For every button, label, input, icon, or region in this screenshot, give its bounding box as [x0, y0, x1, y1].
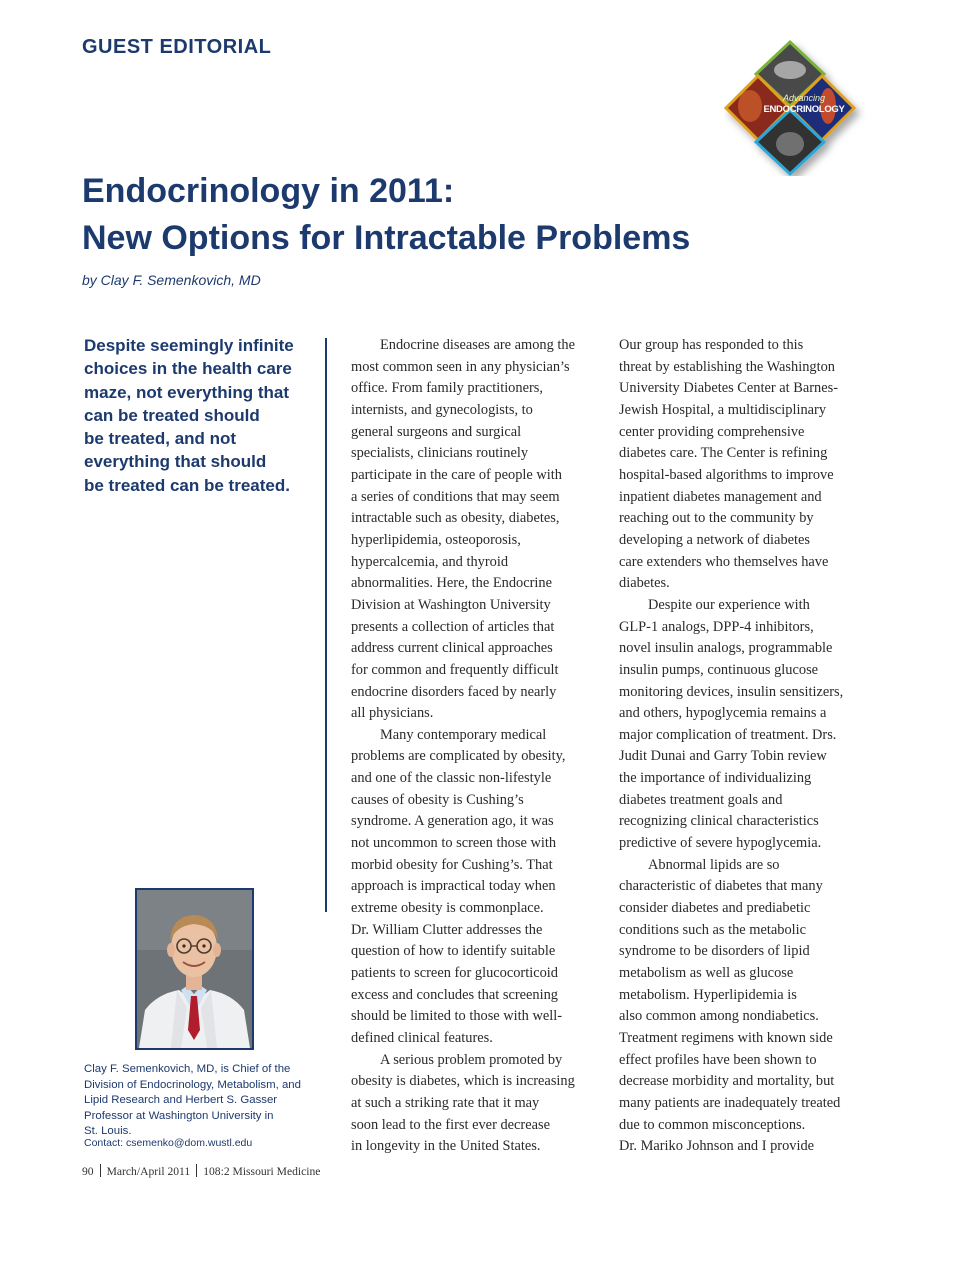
body-line: a series of conditions that may seem	[351, 488, 560, 505]
body-line: threat by establishing the Washington	[619, 358, 835, 375]
author-portrait	[135, 888, 254, 1050]
byline: by Clay F. Semenkovich, MD	[82, 272, 261, 288]
body-line: recognizing clinical characteristics	[619, 813, 819, 830]
body-column-1	[351, 335, 607, 1158]
page-footer	[82, 1164, 320, 1178]
body-line: Dr. Mariko Johnson and I provide	[619, 1138, 815, 1155]
body-line: extreme obesity is commonplace.	[351, 900, 544, 917]
body-line: insulin pumps, continuous glucose	[619, 661, 819, 678]
body-line: developing a network of diabetes	[619, 531, 811, 548]
body-line: syndrome to be disorders of lipid	[619, 943, 810, 960]
issue-date: March/April 2011	[106, 1165, 191, 1178]
portrait-illustration	[137, 890, 252, 1048]
title-line: New Options for Intractable Problems	[82, 219, 691, 257]
body-line: question of how to identify suitable	[351, 943, 556, 960]
body-line: obesity is diabetes, which is increasing	[351, 1073, 575, 1090]
page-number: 90	[82, 1165, 94, 1178]
caption-line: Division of Endocrinology, Metabolism, and	[84, 1078, 301, 1091]
article-title	[82, 168, 842, 262]
body-line: characteristic of diabetes that many	[619, 878, 823, 895]
caption-line: Lipid Research and Herbert S. Gasser	[84, 1094, 278, 1107]
pull-quote-line: be treated can be treated.	[84, 475, 290, 495]
body-line: A serious problem promoted by	[380, 1051, 563, 1068]
caption-line: St. Louis.	[84, 1125, 132, 1138]
body-line: office. From family practitioners,	[351, 380, 543, 397]
caption-line: Professor at Washington University in	[84, 1109, 274, 1122]
logo-word-endocrinology: ENDOCRINOLOGY	[763, 104, 845, 115]
body-line: metabolism. Hyperlipidemia is	[619, 986, 797, 1003]
body-line: Our group has responded to this	[619, 337, 804, 353]
body-line: University Diabetes Center at Barnes-	[619, 380, 838, 397]
body-line: major complication of treatment. Drs.	[619, 726, 837, 743]
body-line: monitoring devices, insulin sensitizers,	[619, 683, 844, 700]
footer-separator	[100, 1164, 101, 1177]
body-line: internists, and gynecologists, to	[351, 401, 533, 418]
body-line: at such a striking rate that it may	[351, 1094, 540, 1111]
body-line: participate in the care of people with	[351, 466, 562, 483]
caption-line: Clay F. Semenkovich, MD, is Chief of the	[84, 1063, 291, 1075]
body-line: intractable such as obesity, diabetes,	[351, 510, 560, 527]
body-line: GLP-1 analogs, DPP-4 inhibitors,	[619, 618, 814, 635]
footer-separator	[196, 1164, 197, 1177]
body-column-2	[619, 335, 879, 1158]
body-line: hyperlipidemia, osteoporosis,	[351, 531, 521, 548]
section-label: GUEST EDITORIAL	[82, 36, 272, 58]
body-line: excess and concludes that screening	[351, 986, 558, 1003]
body-line: consider diabetes and prediabetic	[619, 900, 811, 917]
title-line: Endocrinology in 2011:	[82, 172, 455, 210]
journal-name: 108:2 Missouri Medicine	[203, 1165, 321, 1178]
body-line: all physicians.	[351, 705, 434, 722]
pull-quote-line: choices in the health care	[84, 359, 292, 379]
body-line: also common among nondiabetics.	[619, 1008, 819, 1025]
body-line: approach is impractical today when	[351, 878, 556, 895]
body-line: presents a collection of articles that	[351, 618, 555, 635]
body-line: metabolism as well as glucose	[619, 965, 794, 982]
pull-quote-line: be treated, and not	[84, 429, 237, 449]
body-line: reaching out to the community by	[619, 510, 814, 527]
body-line: many patients are inadequately treated	[619, 1094, 841, 1111]
body-line: endocrine disorders faced by nearly	[351, 683, 557, 700]
body-line: syndrome. A generation ago, it was	[351, 813, 554, 830]
body-line: and others, hypoglycemia remains a	[619, 705, 827, 722]
body-line: diabetes.	[619, 575, 670, 592]
body-line: diabetes care. The Center is refining	[619, 445, 828, 462]
body-line: general surgeons and surgical	[351, 423, 522, 440]
body-line: most common seen in any physician’s	[351, 358, 570, 375]
body-line: should be limited to those with well-	[351, 1008, 563, 1025]
body-line: defined clinical features.	[351, 1030, 493, 1046]
body-line: hypercalcemia, and thyroid	[351, 553, 509, 570]
body-line: the importance of individualizing	[619, 770, 812, 787]
advancing-endocrinology-logo	[724, 40, 884, 176]
pull-quote	[84, 334, 320, 497]
pull-quote-line: maze, not everything that	[84, 382, 289, 402]
body-line: inpatient diabetes management and	[619, 488, 822, 505]
column-divider	[325, 338, 327, 912]
body-line: causes of obesity is Cushing’s	[351, 791, 524, 808]
body-line: Jewish Hospital, a multidisciplinary	[619, 401, 827, 418]
body-line: decrease morbidity and mortality, but	[619, 1073, 835, 1090]
body-line: diabetes treatment goals and	[619, 791, 783, 808]
pull-quote-line: everything that should	[84, 452, 267, 472]
author-caption	[84, 1062, 334, 1140]
body-line: Abnormal lipids are so	[648, 856, 780, 873]
body-line: soon lead to the first ever decrease	[351, 1116, 550, 1133]
logo-word-advancing: Advancing	[782, 93, 826, 103]
body-line: Many contemporary medical	[380, 726, 547, 743]
author-contact: Contact: csemenko@dom.wustl.edu	[84, 1137, 253, 1149]
body-line: specialists, clinicians routinely	[351, 445, 529, 462]
body-line: Despite our experience with	[648, 596, 810, 613]
body-line: Treatment regimens with known side	[619, 1030, 833, 1046]
body-line: in longevity in the United States.	[351, 1138, 541, 1155]
body-line: morbid obesity for Cushing’s. That	[351, 856, 553, 873]
pull-quote-line: Despite seemingly infinite	[84, 336, 294, 355]
body-line: and one of the classic non-lifestyle	[351, 770, 552, 787]
body-line: Division at Washington University	[351, 596, 551, 613]
body-line: center providing comprehensive	[619, 423, 805, 440]
body-line: due to common misconceptions.	[619, 1116, 806, 1133]
body-line: address current clinical approaches	[351, 640, 553, 657]
body-line: for common and frequently difficult	[351, 661, 559, 678]
body-line: care extenders who themselves have	[619, 553, 829, 570]
body-line: predictive of severe hypoglycemia.	[619, 835, 822, 852]
body-line: novel insulin analogs, programmable	[619, 640, 833, 657]
body-line: patients to screen for glucocorticoid	[351, 965, 558, 982]
body-line: Endocrine diseases are among the	[380, 337, 575, 353]
pull-quote-line: can be treated should	[84, 405, 260, 425]
body-line: Judit Dunai and Garry Tobin review	[619, 748, 827, 765]
body-line: abnormalities. Here, the Endocrine	[351, 575, 552, 592]
body-line: not uncommon to screen those with	[351, 835, 557, 852]
body-line: problems are complicated by obesity,	[351, 748, 566, 765]
body-line: hospital-based algorithms to improve	[619, 466, 834, 483]
body-line: Dr. William Clutter addresses the	[351, 921, 543, 938]
body-line: effect profiles have been shown to	[619, 1051, 817, 1068]
body-line: conditions such as the metabolic	[619, 921, 807, 938]
